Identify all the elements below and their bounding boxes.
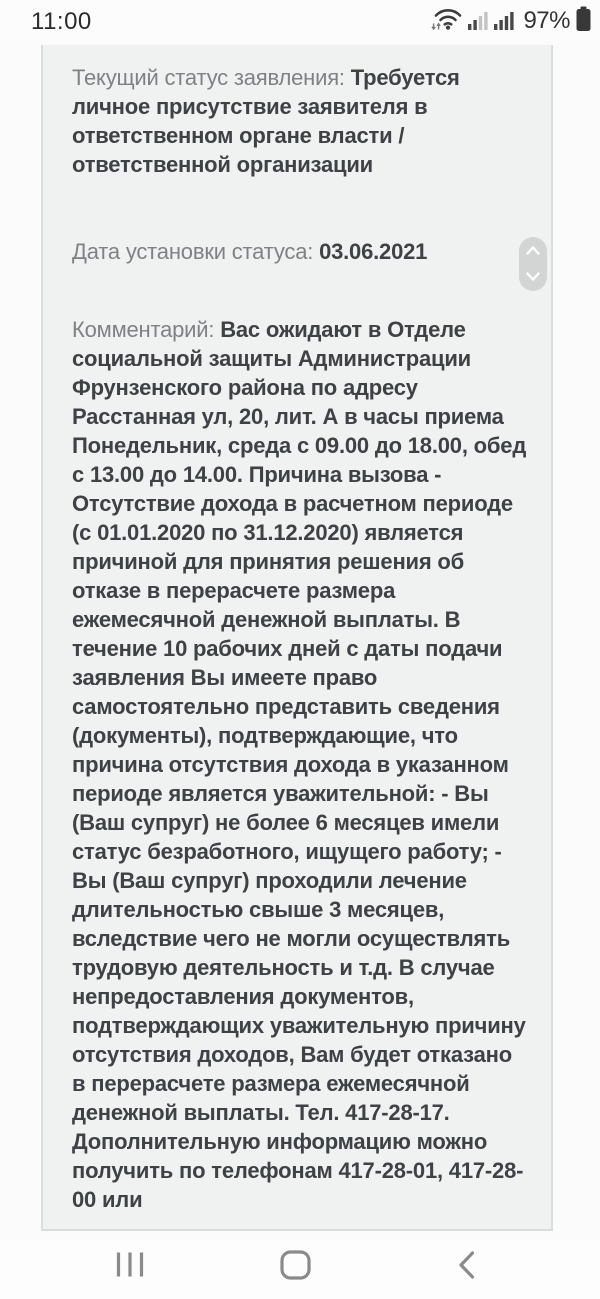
status-icons xyxy=(431,0,592,42)
status-value: Требуется личное присутствие заявителя в ответственном органе власти / ответственной организации xyxy=(72,65,460,177)
battery-icon xyxy=(575,6,592,37)
status-time: 11:00 xyxy=(31,8,92,35)
status-label: Текущий статус заявления: xyxy=(72,65,345,90)
application-status-panel xyxy=(41,45,553,1231)
chevron-up-icon[interactable] xyxy=(526,242,540,260)
comment-label: Комментарий: xyxy=(72,317,215,342)
recents-icon xyxy=(116,1265,144,1282)
home-icon xyxy=(280,1267,311,1284)
home-button[interactable] xyxy=(280,1250,311,1285)
date-label: Дата установки статуса: xyxy=(72,239,314,264)
date-value: 03.06.2021 xyxy=(319,239,428,264)
chevron-down-icon[interactable] xyxy=(526,268,540,286)
comment-block xyxy=(72,315,527,1214)
status-block xyxy=(72,63,527,179)
back-button[interactable] xyxy=(458,1251,475,1284)
browser-content xyxy=(0,42,600,1240)
recents-button[interactable] xyxy=(116,1251,144,1283)
wifi-icon xyxy=(431,6,463,37)
quick-scroll-handle[interactable] xyxy=(519,237,547,291)
back-icon xyxy=(458,1266,475,1283)
signal-strength-sim1-icon xyxy=(468,8,489,35)
comment-value: Вас ожидают в Отделе социальной защиты Администрации Фрунзенского района по адресу Расстанная ул, 20, лит. А в часы приема Понедельник, среда с 09.00 до 18.00, обед с 13.00 до 14.00. Причина вызова - Отсутствие дохода в расчетном периоде (с 01.01.2020 по 31.12.2020) является причиной для принятия решения об отказе в перерасчете размера ежемесячной денежной выплаты. В течение 10 рабочих дней с даты подачи заявления Вы имеете право самостоятельно представить сведения (документы), подтверждающие, что причина отсутствия дохода в указанном периоде является уважительной: - Вы (Ваш супруг) не более 6 месяцев имели статус безработного, ищущего работу; - Вы (Ваш супруг) проходили лечение длительностью свыше 3 месяцев, вследствие чего не могли осуществлять трудовую деятельность и т.д. В случае непредоставления документов, подтверждающих уважительную причину отсутствия доходов, Вам будет отказано в перерасчете размера ежемесячной денежной выплаты. Тел. 417-28-17. Дополнительную информацию можно получить по телефонам 417-28-01, 417-28-00 или xyxy=(72,317,527,1212)
signal-strength-sim2-icon xyxy=(494,8,515,35)
date-block xyxy=(72,237,527,266)
navigation-bar xyxy=(0,1240,600,1299)
status-bar xyxy=(0,0,600,42)
battery-percent: 97% xyxy=(523,7,570,34)
